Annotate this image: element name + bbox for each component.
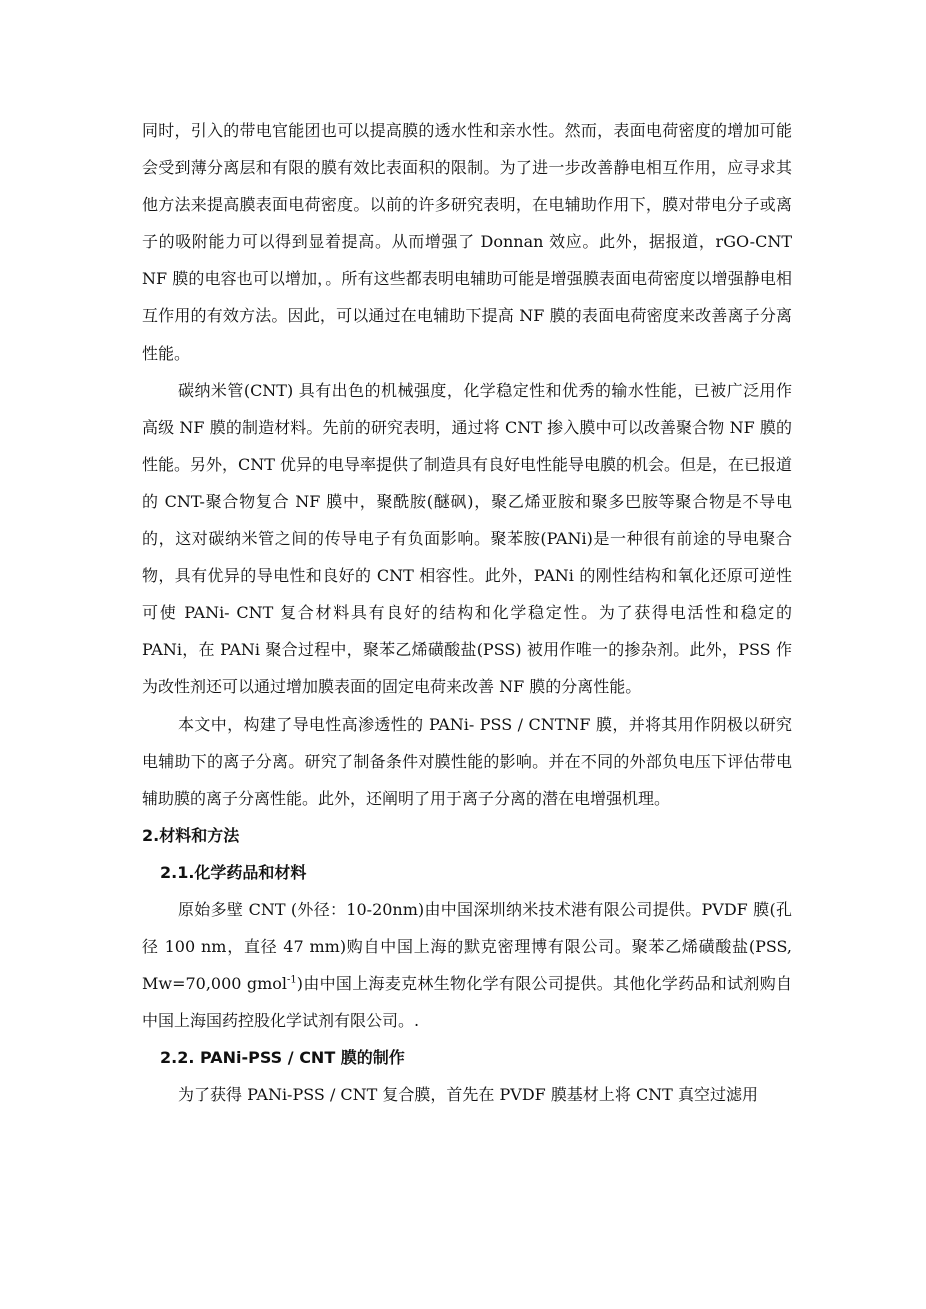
superscript-minus-one: -1 [287,974,297,986]
paragraph-chemicals-materials [142,891,792,1039]
subsection-heading-membrane-fabrication: 2.2. PANi-PSS / CNT 膜的制作 [160,1048,405,1068]
paragraph-this-work-summary: 本文中，构建了导电性高渗透性的 PANi- PSS / CNTNF 膜，并将其用作阴极以研究电辅助下的离子分离。研究了制备条件对膜性能的影响。并在不同的外部负电压下评估带电辅助膜的离子分离性能。此外，还阐明了用于离子分离的潜在电增强机理。 [142,714,792,808]
paragraph-membrane-fabrication: 为了获得 PANi-PSS / CNT 复合膜，首先在 PVDF 膜基材上将 CNT 真空过滤用 [178,1085,758,1105]
document-page [142,112,792,1114]
subsection-heading-chemicals: 2.1.化学药品和材料 [160,862,307,882]
paragraph-cnt-pani-background: 碳纳米管(CNT) 具有出色的机械强度，化学稳定性和优秀的输水性能，已被广泛用作高级 NF 膜的制造材料。先前的研究表明，通过将 CNT 掺入膜中可以改善聚合物 NF 膜的性能。另外，CNT 优异的电导率提供了制造具有良好电性能导电膜的机会。但是，在已报道的 CNT-聚合物复合 NF 膜中，聚酰胺(醚砜)，聚乙烯亚胺和聚多巴胺等聚合物是不导电的，这对碳纳米管之间的传导电子有负面影响。聚苯胺(PANi)是一种很有前途的导电聚合物，具有优异的导电性和良好的 CNT 相容性。此外，PANi 的刚性结构和氧化还原可逆性可使 PANi- CNT 复合材料具有良好的结构和化学稳定性。为了获得电活性和稳定的 PANi，在 PANi 聚合过程中，聚苯乙烯磺酸盐(PSS) 被用作唯一的掺杂剂。此外，PSS 作为改性剂还可以通过增加膜表面的固定电荷来改善 NF 膜的分离性能。 [142,380,793,697]
paragraph-electro-assist-intro: 同时，引入的带电官能团也可以提高膜的透水性和亲水性。然而，表面电荷密度的增加可能会受到薄分离层和有限的膜有效比表面积的限制。为了进一步改善静电相互作用，应寻求其他方法来提高膜表面电荷密度。以前的许多研究表明，在电辅助作用下，膜对带电分子或离子的吸附能力可以得到显着提高。从而增强了 Donnan 效应。此外，据报道，rGO-CNT NF 膜的电容也可以增加，。所有这些都表明电辅助可能是增强膜表面电荷密度以增强静电相互作用的有效方法。因此，可以通过在电辅助下提高 NF 膜的表面电荷密度来改善离子分离性能。 [142,121,792,363]
chemicals-text-part-2: )由中国上海麦克林生物化学有限公司提供。其他化学药品和试剂购自中国上海国药控股化学试剂有限公司。. [142,974,793,1031]
section-heading-materials-methods: 2.材料和方法 [142,825,240,845]
chemicals-text-part-1: 原始多壁 CNT (外径：10-20nm)由中国深圳纳米技术港有限公司提供。PVDF 膜(孔径 100 nm，直径 47 mm)购自中国上海的默克密理博有限公司。聚苯乙烯磺酸盐(PSS, Mw=70,000 gmol [142,899,792,994]
